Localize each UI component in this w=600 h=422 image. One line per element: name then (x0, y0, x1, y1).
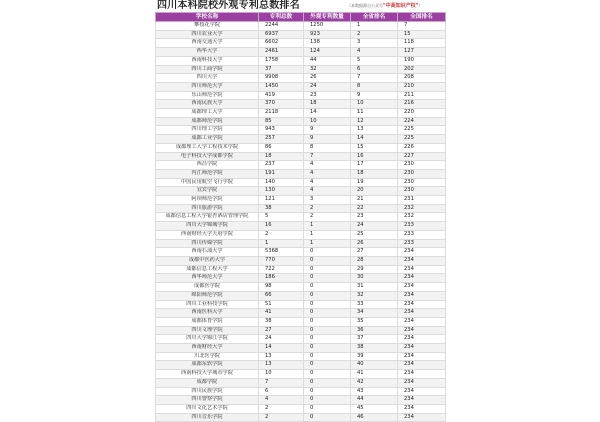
school-name-cell: 四川旅游学院 (156, 204, 259, 213)
national-rank-cell: 127 (398, 48, 446, 57)
table-row (156, 222, 446, 231)
school-name-cell: 成都体育学院 (156, 317, 259, 326)
total-patents-cell: 38 (259, 204, 304, 213)
total-patents-cell: 943 (259, 126, 304, 135)
total-patents-cell: 98 (259, 283, 304, 292)
national-rank-cell: 15 (398, 30, 446, 39)
table-row (156, 230, 446, 239)
province-rank-cell: 18 (351, 169, 398, 178)
table-row (156, 413, 446, 422)
province-rank-cell: 44 (351, 396, 398, 405)
national-rank-cell: 234 (398, 326, 446, 335)
total-patents-cell: 6602 (259, 39, 304, 48)
school-name-cell: 四川大学锦城学院 (156, 222, 259, 231)
total-patents-cell: 722 (259, 265, 304, 274)
design-patents-cell: 0 (304, 352, 351, 361)
table-row (156, 309, 446, 318)
school-name-cell: 四川大学 (156, 74, 259, 83)
school-name-cell: 西华大学 (156, 48, 259, 57)
source-suffix: ） (418, 3, 423, 8)
table-row (156, 135, 446, 144)
table-row (156, 300, 446, 309)
province-rank-cell: 30 (351, 274, 398, 283)
total-patents-cell: 18 (259, 152, 304, 161)
total-patents-cell: 130 (259, 187, 304, 196)
total-patents-cell: 4 (259, 396, 304, 405)
design-patents-cell: 0 (304, 317, 351, 326)
province-rank-cell: 28 (351, 256, 398, 265)
school-name-cell: 成都理工大学 (156, 109, 259, 118)
national-rank-cell: 234 (398, 396, 446, 405)
table-row (156, 22, 446, 31)
design-patents-cell: 0 (304, 396, 351, 405)
total-patents-cell: 2 (259, 404, 304, 413)
province-rank-cell: 31 (351, 283, 398, 292)
total-patents-cell: 2118 (259, 109, 304, 118)
school-name-cell: 绵阳师范学院 (156, 291, 259, 300)
province-rank-cell: 17 (351, 161, 398, 170)
province-rank-cell: 35 (351, 317, 398, 326)
national-rank-cell: 234 (398, 335, 446, 344)
design-patents-cell: 0 (304, 326, 351, 335)
design-patents-cell: 0 (304, 309, 351, 318)
national-rank-cell: 230 (398, 161, 446, 170)
design-patents-cell: 18 (304, 100, 351, 109)
design-patents-cell: 10 (304, 117, 351, 126)
total-patents-cell: 5368 (259, 248, 304, 257)
table-row (156, 378, 446, 387)
school-name-cell: 西南民族大学 (156, 100, 259, 109)
total-patents-cell: 419 (259, 91, 304, 100)
school-name-cell: 四川文化艺术学院 (156, 404, 259, 413)
national-rank-cell: 190 (398, 56, 446, 65)
school-name-cell: 成都工业学院 (156, 135, 259, 144)
total-patents-cell: 85 (259, 117, 304, 126)
province-rank-cell: 15 (351, 143, 398, 152)
national-rank-cell: 208 (398, 74, 446, 83)
design-patents-cell: 32 (304, 65, 351, 74)
province-rank-cell: 24 (351, 222, 398, 231)
total-patents-cell: 1758 (259, 56, 304, 65)
province-rank-cell: 33 (351, 300, 398, 309)
province-rank-cell: 11 (351, 109, 398, 118)
table-row (156, 117, 446, 126)
province-rank-cell: 6 (351, 65, 398, 74)
national-rank-cell: 234 (398, 413, 446, 422)
total-patents-cell: 5 (259, 213, 304, 222)
total-patents-cell: 66 (259, 291, 304, 300)
school-name-cell: 中国民用航空飞行学院 (156, 178, 259, 187)
total-patents-cell: 38 (259, 317, 304, 326)
school-name-cell: 成都信息工程大学银杏酒店管理学院 (156, 213, 259, 222)
school-name-cell: 四川工业科技学院 (156, 300, 259, 309)
total-patents-cell: 2 (259, 413, 304, 422)
national-rank-cell: 225 (398, 135, 446, 144)
national-rank-cell: 232 (398, 213, 446, 222)
school-name-cell: 内江师范学院 (156, 169, 259, 178)
school-name-cell: 四川音乐学院 (156, 413, 259, 422)
school-name-cell: 四川文理学院 (156, 326, 259, 335)
table-row (156, 74, 446, 83)
province-rank-cell: 7 (351, 74, 398, 83)
table-row (156, 274, 446, 283)
table-row (156, 82, 446, 91)
table-body (156, 22, 446, 422)
table-row (156, 283, 446, 292)
table-row (156, 56, 446, 65)
province-rank-cell: 45 (351, 404, 398, 413)
national-rank-cell: 230 (398, 187, 446, 196)
province-rank-cell: 23 (351, 213, 398, 222)
school-name-cell: 四川农业大学 (156, 30, 259, 39)
header-national-rank: 全国排名 (398, 13, 446, 22)
school-name-cell: 西南财经大学天府学院 (156, 230, 259, 239)
design-patents-cell: 923 (304, 30, 351, 39)
design-patents-cell: 3 (304, 196, 351, 205)
national-rank-cell: 233 (398, 222, 446, 231)
school-name-cell: 成都医学院 (156, 283, 259, 292)
province-rank-cell: 29 (351, 265, 398, 274)
design-patents-cell: 0 (304, 274, 351, 283)
province-rank-cell: 37 (351, 335, 398, 344)
header-school-name: 学校名称 (156, 13, 259, 22)
table-row (156, 265, 446, 274)
school-name-cell: 电子科技大学成都学院 (156, 152, 259, 161)
school-name-cell: 成都理工大学工程技术学院 (156, 143, 259, 152)
national-rank-cell: 234 (398, 378, 446, 387)
design-patents-cell: 0 (304, 361, 351, 370)
school-name-cell: 四川传媒学院 (156, 239, 259, 248)
province-rank-cell: 13 (351, 126, 398, 135)
school-name-cell: 四川师范大学 (156, 82, 259, 91)
design-patents-cell: 1 (304, 222, 351, 231)
national-rank-cell: 211 (398, 91, 446, 100)
table-row (156, 213, 446, 222)
table-row (156, 152, 446, 161)
design-patents-cell: 14 (304, 109, 351, 118)
ranking-table (155, 12, 446, 422)
table-row (156, 370, 446, 379)
design-patents-cell: 1 (304, 230, 351, 239)
national-rank-cell: 224 (398, 117, 446, 126)
province-rank-cell: 38 (351, 344, 398, 353)
total-patents-cell: 121 (259, 196, 304, 205)
total-patents-cell: 41 (259, 309, 304, 318)
total-patents-cell: 257 (259, 135, 304, 144)
national-rank-cell: 233 (398, 239, 446, 248)
province-rank-cell: 14 (351, 135, 398, 144)
national-rank-cell: 234 (398, 404, 446, 413)
total-patents-cell: 37 (259, 65, 304, 74)
design-patents-cell: 138 (304, 39, 351, 48)
table-row (156, 387, 446, 396)
national-rank-cell: 118 (398, 39, 446, 48)
table-row (156, 196, 446, 205)
table-row (156, 204, 446, 213)
national-rank-cell: 234 (398, 265, 446, 274)
national-rank-cell: 234 (398, 370, 446, 379)
source-prefix: （本数据源自公众号 (347, 3, 383, 8)
design-patents-cell: 23 (304, 91, 351, 100)
total-patents-cell: 13 (259, 352, 304, 361)
province-rank-cell: 32 (351, 291, 398, 300)
school-name-cell: 成都中医药大学 (156, 256, 259, 265)
design-patents-cell: 8 (304, 143, 351, 152)
table-row (156, 48, 446, 57)
school-name-cell: 西南石油大学 (156, 248, 259, 257)
table-row (156, 396, 446, 405)
table-row (156, 239, 446, 248)
province-rank-cell: 2 (351, 30, 398, 39)
table-row (156, 335, 446, 344)
total-patents-cell: 2 (259, 230, 304, 239)
table-row (156, 65, 446, 74)
province-rank-cell: 40 (351, 361, 398, 370)
province-rank-cell: 36 (351, 326, 398, 335)
design-patents-cell: 0 (304, 387, 351, 396)
total-patents-cell: 6937 (259, 30, 304, 39)
total-patents-cell: 1 (259, 239, 304, 248)
page-title: 四川本科院校外观专利总数排名 (157, 0, 300, 11)
province-rank-cell: 21 (351, 196, 398, 205)
national-rank-cell: 234 (398, 256, 446, 265)
design-patents-cell: 2 (304, 204, 351, 213)
table-row (156, 317, 446, 326)
table-row (156, 100, 446, 109)
province-rank-cell: 8 (351, 82, 398, 91)
school-name-cell: 西南财经大学 (156, 344, 259, 353)
total-patents-cell: 2244 (259, 22, 304, 31)
province-rank-cell: 26 (351, 239, 398, 248)
national-rank-cell: 234 (398, 344, 446, 353)
table-row (156, 361, 446, 370)
total-patents-cell: 24 (259, 335, 304, 344)
table-row (156, 404, 446, 413)
school-name-cell: 成都师范学院 (156, 117, 259, 126)
design-patents-cell: 0 (304, 256, 351, 265)
province-rank-cell: 25 (351, 230, 398, 239)
national-rank-cell: 216 (398, 100, 446, 109)
design-patents-cell: 0 (304, 378, 351, 387)
province-rank-cell: 46 (351, 413, 398, 422)
national-rank-cell: 234 (398, 317, 446, 326)
design-patents-cell: 9 (304, 126, 351, 135)
table-row (156, 39, 446, 48)
national-rank-cell: 234 (398, 283, 446, 292)
design-patents-cell: 2 (304, 213, 351, 222)
national-rank-cell: 233 (398, 230, 446, 239)
design-patents-cell: 26 (304, 74, 351, 83)
total-patents-cell: 7 (259, 378, 304, 387)
school-name-cell: 西南交通大学 (156, 39, 259, 48)
total-patents-cell: 370 (259, 100, 304, 109)
total-patents-cell: 51 (259, 300, 304, 309)
national-rank-cell: 234 (398, 361, 446, 370)
national-rank-cell: 234 (398, 300, 446, 309)
total-patents-cell: 16 (259, 222, 304, 231)
design-patents-cell: 44 (304, 56, 351, 65)
school-name-cell: 西昌学院 (156, 161, 259, 170)
total-patents-cell: 6 (259, 387, 304, 396)
design-patents-cell: 4 (304, 161, 351, 170)
province-rank-cell: 1 (351, 22, 398, 31)
table-row (156, 178, 446, 187)
table-row (156, 352, 446, 361)
school-name-cell: 四川大学锦江学院 (156, 335, 259, 344)
national-rank-cell: 230 (398, 169, 446, 178)
school-name-cell: 四川理工学院 (156, 126, 259, 135)
national-rank-cell: 231 (398, 196, 446, 205)
table-row (156, 109, 446, 118)
national-rank-cell: 225 (398, 126, 446, 135)
total-patents-cell: 191 (259, 169, 304, 178)
province-rank-cell: 12 (351, 117, 398, 126)
school-name-cell: 西南科技大学 (156, 56, 259, 65)
total-patents-cell: 770 (259, 256, 304, 265)
province-rank-cell: 5 (351, 56, 398, 65)
province-rank-cell: 9 (351, 91, 398, 100)
total-patents-cell: 237 (259, 161, 304, 170)
source-note (347, 2, 422, 10)
total-patents-cell: 186 (259, 274, 304, 283)
national-rank-cell: 7 (398, 22, 446, 31)
design-patents-cell: 4 (304, 169, 351, 178)
province-rank-cell: 27 (351, 248, 398, 257)
school-name-cell: 成都信息工程大学 (156, 265, 259, 274)
total-patents-cell: 1450 (259, 82, 304, 91)
national-rank-cell: 234 (398, 291, 446, 300)
table-row (156, 291, 446, 300)
design-patents-cell: 0 (304, 344, 351, 353)
table-row (156, 161, 446, 170)
province-rank-cell: 3 (351, 39, 398, 48)
design-patents-cell: 24 (304, 82, 351, 91)
national-rank-cell: 234 (398, 309, 446, 318)
total-patents-cell: 2461 (259, 48, 304, 57)
table-row (156, 126, 446, 135)
design-patents-cell: 0 (304, 413, 351, 422)
province-rank-cell: 16 (351, 152, 398, 161)
school-name-cell: 四川民族学院 (156, 387, 259, 396)
national-rank-cell: 234 (398, 352, 446, 361)
school-name-cell: 阿坝师范学院 (156, 196, 259, 205)
design-patents-cell: 0 (304, 300, 351, 309)
table-row (156, 30, 446, 39)
province-rank-cell: 20 (351, 187, 398, 196)
school-name-cell: 西南医科大学 (156, 309, 259, 318)
design-patents-cell: 124 (304, 48, 351, 57)
design-patents-cell: 0 (304, 248, 351, 257)
national-rank-cell: 230 (398, 178, 446, 187)
design-patents-cell: 1 (304, 239, 351, 248)
school-name-cell: 宜宾学院 (156, 187, 259, 196)
table-row (156, 248, 446, 257)
national-rank-cell: 234 (398, 248, 446, 257)
national-rank-cell: 234 (398, 274, 446, 283)
national-rank-cell: 210 (398, 82, 446, 91)
national-rank-cell: 227 (398, 152, 446, 161)
table-row (156, 169, 446, 178)
design-patents-cell: 0 (304, 335, 351, 344)
national-rank-cell: 202 (398, 65, 446, 74)
design-patents-cell: 0 (304, 265, 351, 274)
province-rank-cell: 34 (351, 309, 398, 318)
table-row (156, 187, 446, 196)
design-patents-cell: 7 (304, 152, 351, 161)
design-patents-cell: 4 (304, 187, 351, 196)
table-row (156, 344, 446, 353)
total-patents-cell: 13 (259, 361, 304, 370)
school-name-cell: 攀枝花学院 (156, 22, 259, 31)
table-row (156, 143, 446, 152)
design-patents-cell: 0 (304, 291, 351, 300)
design-patents-cell: 0 (304, 404, 351, 413)
province-rank-cell: 4 (351, 48, 398, 57)
province-rank-cell: 41 (351, 370, 398, 379)
national-rank-cell: 232 (398, 204, 446, 213)
total-patents-cell: 10 (259, 370, 304, 379)
national-rank-cell: 220 (398, 109, 446, 118)
total-patents-cell: 14 (259, 344, 304, 353)
school-name-cell: 成都东软学院 (156, 361, 259, 370)
design-patents-cell: 1250 (304, 22, 351, 31)
school-name-cell: 四川工商学院 (156, 65, 259, 74)
province-rank-cell: 22 (351, 204, 398, 213)
total-patents-cell: 86 (259, 143, 304, 152)
province-rank-cell: 42 (351, 378, 398, 387)
header-province-rank: 全省排名 (351, 13, 398, 22)
province-rank-cell: 19 (351, 178, 398, 187)
design-patents-cell: 9 (304, 135, 351, 144)
total-patents-cell: 140 (259, 178, 304, 187)
province-rank-cell: 43 (351, 387, 398, 396)
spreadsheet (155, 0, 445, 420)
header-row (156, 13, 446, 22)
header-total-patents: 专利总数 (259, 13, 304, 22)
header-design-patents: 外观专利数量 (304, 13, 351, 22)
table-row (156, 326, 446, 335)
design-patents-cell: 4 (304, 178, 351, 187)
design-patents-cell: 0 (304, 370, 351, 379)
school-name-cell: 四川警察学院 (156, 396, 259, 405)
school-name-cell: 川北医学院 (156, 352, 259, 361)
national-rank-cell: 226 (398, 143, 446, 152)
school-name-cell: 成都学院 (156, 378, 259, 387)
title-row (155, 0, 445, 12)
province-rank-cell: 10 (351, 100, 398, 109)
school-name-cell: 西华师范大学 (156, 274, 259, 283)
province-rank-cell: 39 (351, 352, 398, 361)
school-name-cell: 乐山师范学院 (156, 91, 259, 100)
design-patents-cell: 0 (304, 283, 351, 292)
table-row (156, 256, 446, 265)
total-patents-cell: 9908 (259, 74, 304, 83)
national-rank-cell: 234 (398, 387, 446, 396)
source-brand: "中高知识产权" (383, 3, 419, 9)
school-name-cell: 西南科技大学城市学院 (156, 370, 259, 379)
total-patents-cell: 27 (259, 326, 304, 335)
table-row (156, 91, 446, 100)
